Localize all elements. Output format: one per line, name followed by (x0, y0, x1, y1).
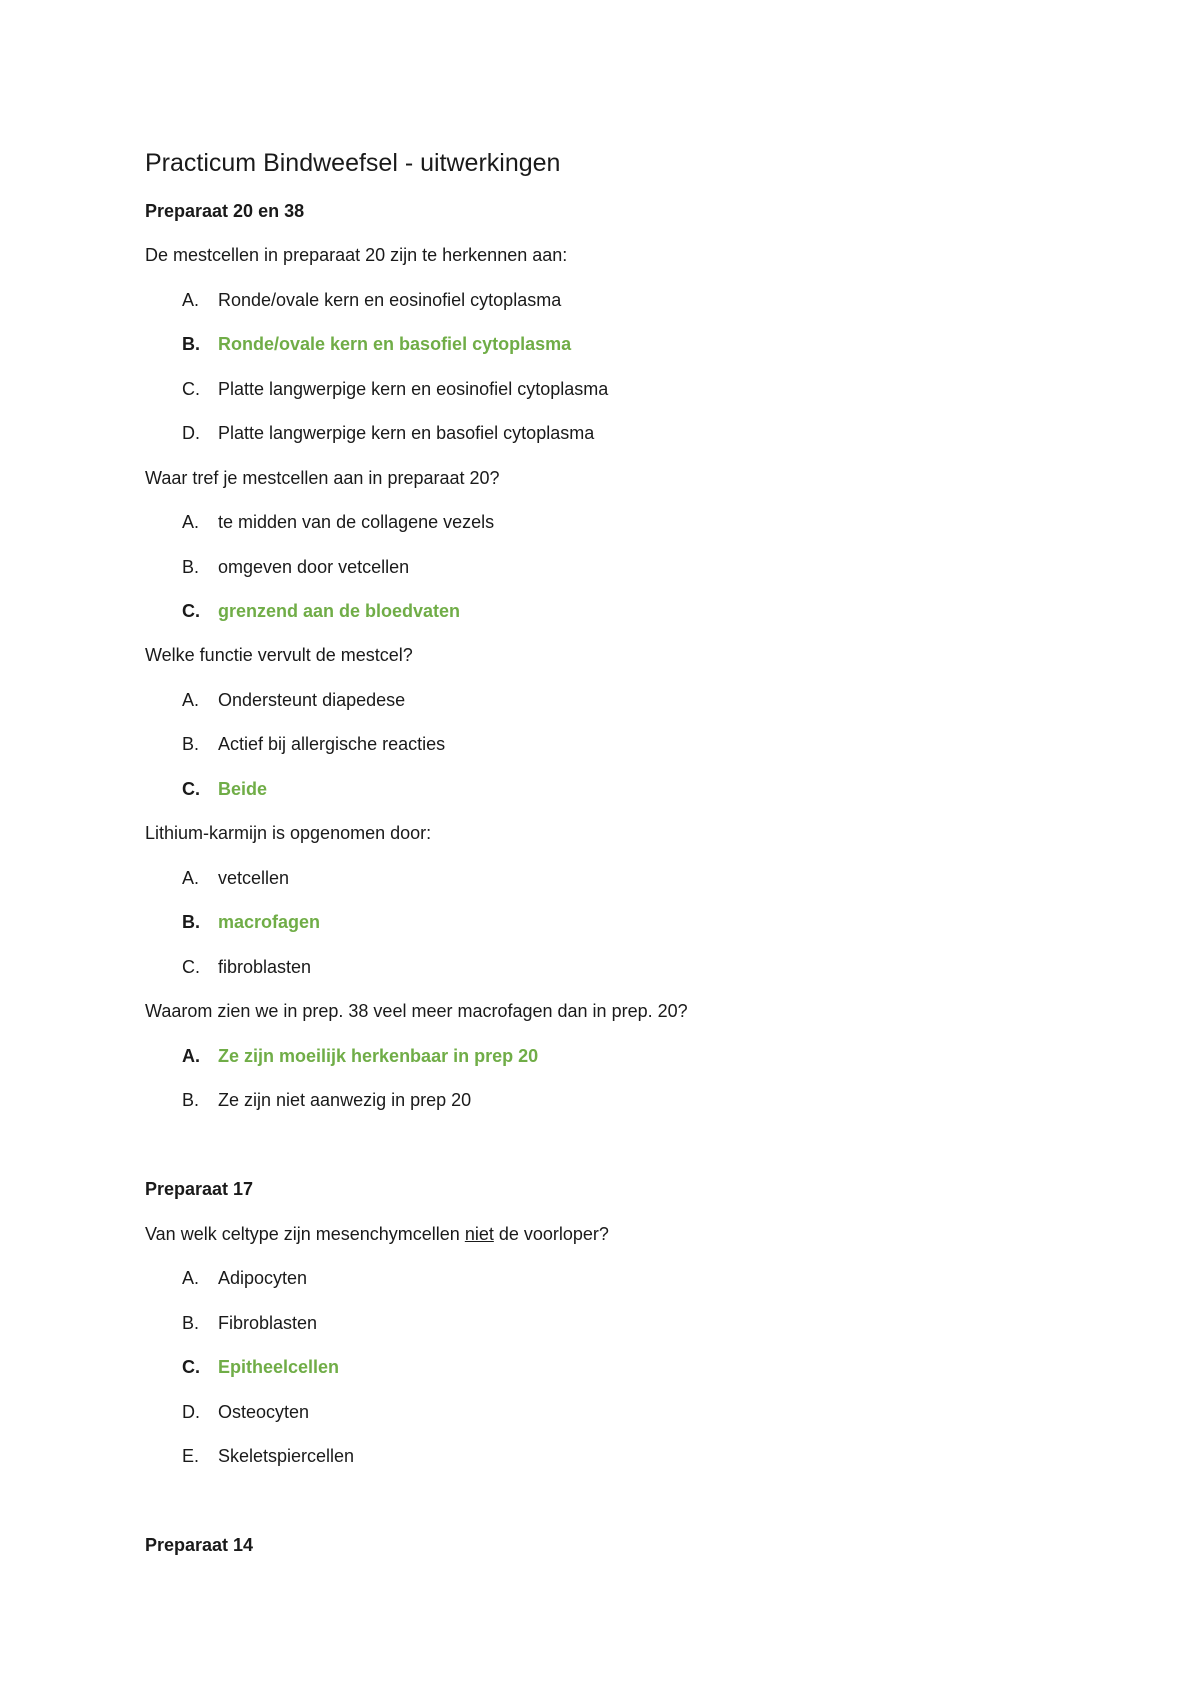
option-text: Actief bij allergische reacties (218, 734, 446, 754)
section-heading-preparaat-20-38: Preparaat 20 en 38 (145, 201, 305, 221)
option-text: Adipocyten (218, 1268, 308, 1288)
option-letter: A. (182, 512, 200, 532)
question-4: Lithium-karmijn is opgenomen door: (145, 823, 432, 843)
question-5: Waarom zien we in prep. 38 veel meer macrofagen dan in prep. 20? (145, 1001, 688, 1021)
option-text: Ze zijn moeilijk herkenbaar in prep 20 (218, 1046, 539, 1066)
option-text: Ondersteunt diapedese (218, 690, 406, 710)
option-4b-correct (182, 910, 320, 934)
option-letter: B. (182, 557, 200, 577)
section-heading-preparaat-14: Preparaat 14 (145, 1535, 254, 1555)
question-text-underlined: niet (464, 1224, 494, 1244)
option-text: fibroblasten (218, 957, 312, 977)
option-text: Ze zijn niet aanwezig in prep 20 (218, 1090, 472, 1110)
option-4c (182, 955, 311, 979)
option-letter: C. (182, 779, 200, 799)
option-3c-correct (182, 777, 267, 801)
option-letter: A. (182, 868, 200, 888)
option-1b-correct (182, 332, 571, 356)
option-3a (182, 688, 405, 712)
option-letter: B. (182, 1313, 200, 1333)
option-1a (182, 288, 561, 312)
option-letter: A. (182, 1268, 200, 1288)
option-letter: A. (182, 690, 200, 710)
option-6b (182, 1311, 317, 1335)
option-text: grenzend aan de bloedvaten (218, 601, 461, 621)
option-text: Beide (218, 779, 268, 799)
option-6a (182, 1266, 307, 1290)
option-letter: C. (182, 379, 200, 399)
question-text-before: Van welk celtype zijn mesenchymcellen (145, 1224, 465, 1244)
option-3b (182, 732, 445, 756)
option-6d (182, 1400, 309, 1424)
option-text: Ronde/ovale kern en basofiel cytoplasma (218, 334, 572, 354)
option-letter: D. (182, 423, 200, 443)
option-letter: B. (182, 334, 200, 354)
option-text: macrofagen (218, 912, 321, 932)
option-text: Epitheelcellen (218, 1357, 340, 1377)
option-letter: B. (182, 734, 200, 754)
option-2a (182, 510, 494, 534)
option-letter: C. (182, 957, 200, 977)
option-2c-correct (182, 599, 460, 623)
option-5a-correct (182, 1044, 538, 1068)
option-text: Platte langwerpige kern en eosinofiel cytoplasma (218, 379, 609, 399)
option-text: Osteocyten (218, 1402, 310, 1422)
option-letter: E. (182, 1446, 200, 1466)
option-6e (182, 1444, 354, 1468)
document-title: Practicum Bindweefsel - uitwerkingen (145, 149, 561, 177)
option-1d (182, 421, 594, 445)
option-letter: A. (182, 290, 200, 310)
question-2: Waar tref je mestcellen aan in preparaat 20? (145, 468, 500, 488)
question-6 (145, 1222, 609, 1246)
option-text: Ronde/ovale kern en eosinofiel cytoplasma (218, 290, 562, 310)
option-2b (182, 555, 409, 579)
option-text: Skeletspiercellen (218, 1446, 355, 1466)
option-6c-correct (182, 1355, 339, 1379)
option-1c (182, 377, 608, 401)
option-letter: C. (182, 601, 200, 621)
option-text: omgeven door vetcellen (218, 557, 410, 577)
option-letter: D. (182, 1402, 200, 1422)
option-text: Fibroblasten (218, 1313, 318, 1333)
section-heading-preparaat-17: Preparaat 17 (145, 1179, 254, 1199)
option-text: te midden van de collagene vezels (218, 512, 495, 532)
question-3: Welke functie vervult de mestcel? (145, 645, 413, 665)
question-1: De mestcellen in preparaat 20 zijn te herkennen aan: (145, 245, 568, 265)
option-5b (182, 1088, 471, 1112)
option-letter: B. (182, 1090, 200, 1110)
option-text: vetcellen (218, 868, 290, 888)
option-letter: A. (182, 1046, 200, 1066)
option-text: Platte langwerpige kern en basofiel cytoplasma (218, 423, 595, 443)
question-text-after: de voorloper? (493, 1224, 609, 1244)
option-letter: B. (182, 912, 200, 932)
option-4a (182, 866, 289, 890)
option-letter: C. (182, 1357, 200, 1377)
